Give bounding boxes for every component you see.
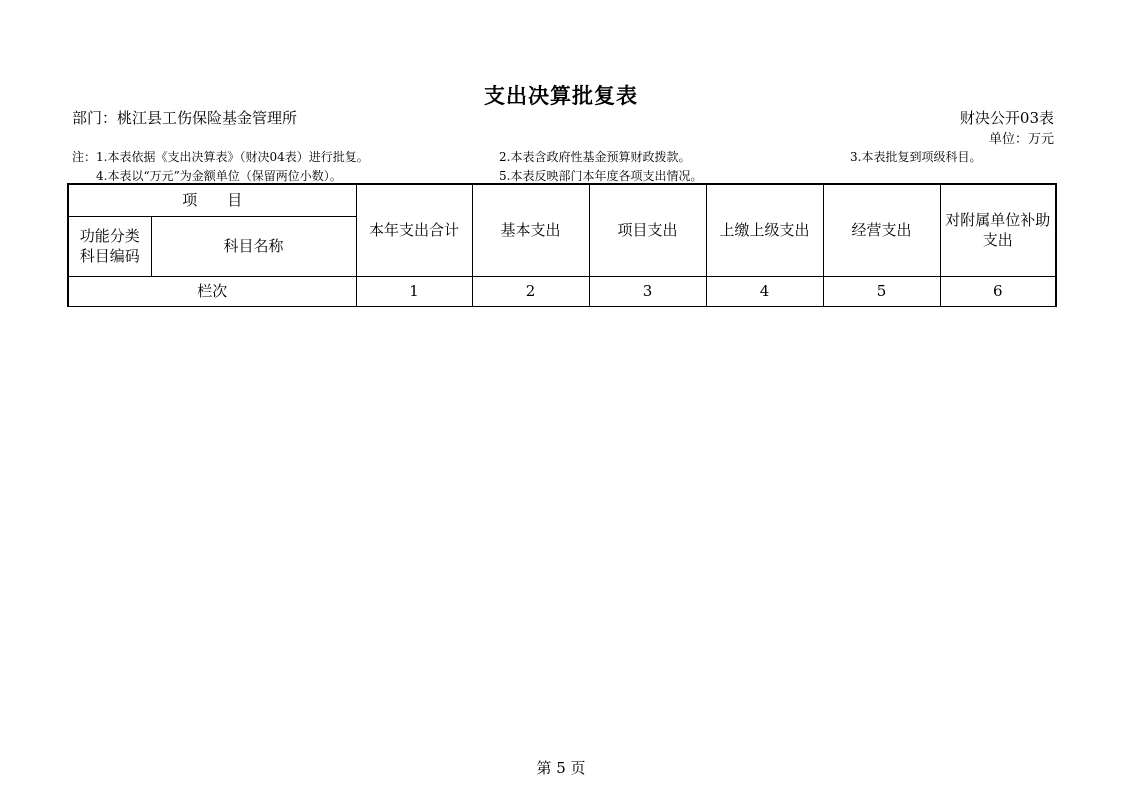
col-index: 2	[472, 276, 589, 306]
note-5: 5.本表反映部门本年度各项支出情况。	[499, 169, 703, 183]
col-index: 6	[940, 276, 1056, 306]
col-header-basic: 基本支出	[472, 184, 589, 276]
note-4: 4.本表以“万元”为金额单位（保留两位小数）。	[96, 169, 342, 183]
col-index: 1	[356, 276, 472, 306]
col-header-operation: 经营支出	[823, 184, 940, 276]
col-index: 3	[589, 276, 706, 306]
expenditure-table	[67, 183, 1057, 307]
page-title: 支出决算批复表	[484, 83, 638, 108]
col-header-project: 项目支出	[589, 184, 706, 276]
row-label: 栏次	[68, 276, 356, 306]
col-header-subsidy: 对附属单位补助 支出	[940, 184, 1056, 276]
col-header-remit: 上缴上级支出	[706, 184, 823, 276]
header-row-1	[68, 184, 1056, 216]
form-number: 财决公开03表	[959, 109, 1054, 127]
department-label: 部门：桃江县工伤保险基金管理所	[72, 109, 298, 127]
col-header-total: 本年支出合计	[356, 184, 472, 276]
header-code: 功能分类 科目编码	[68, 216, 151, 276]
note-2: 2.本表含政府性基金预算财政拨款。	[499, 150, 691, 164]
col-index: 4	[706, 276, 823, 306]
note-3: 3.本表批复到项级科目。	[850, 150, 982, 164]
column-index-row	[68, 276, 1056, 306]
header-name: 科目名称	[151, 216, 356, 276]
col-index: 5	[823, 276, 940, 306]
unit-label: 单位：万元	[988, 132, 1054, 147]
note-1: 注：1.本表依据《支出决算表》（财决04表）进行批复。	[72, 150, 369, 164]
header-item: 项 目	[68, 184, 356, 216]
page-number: 第 5 页	[536, 759, 586, 777]
